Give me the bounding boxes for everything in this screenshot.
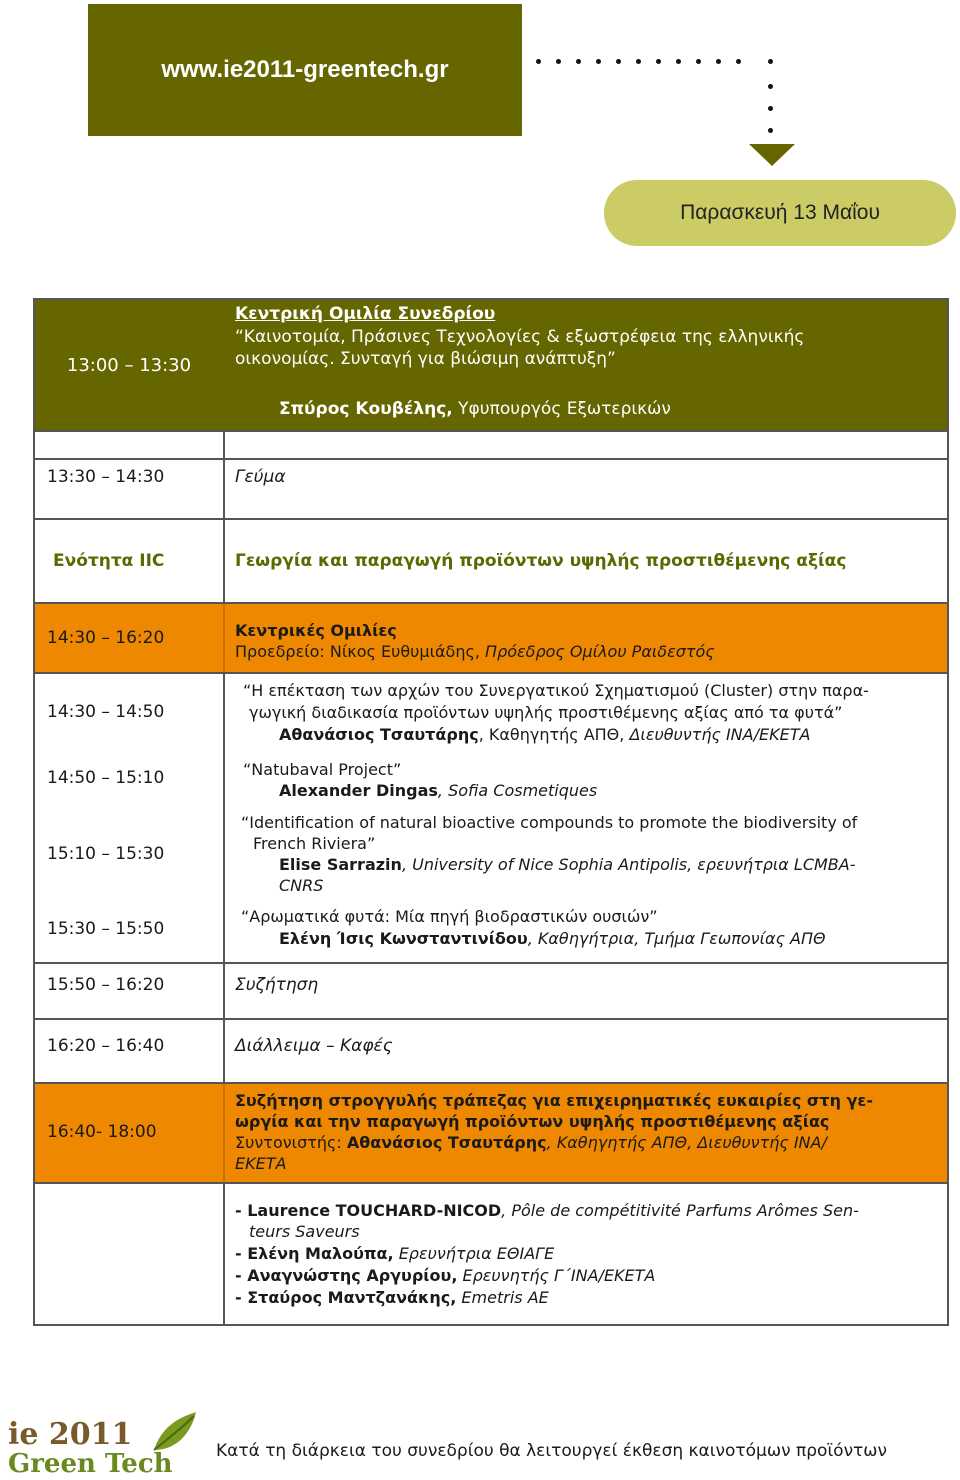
talk-speaker: Ελένη Ίσις Κωνσταντινίδου, Καθηγήτρια, Τμήμα Γεωπονίας ΑΠΘ bbox=[279, 929, 826, 948]
ie2011-greentech-logo bbox=[4, 1410, 200, 1476]
day-label: Παρασκευή 13 Μαΐου bbox=[680, 201, 880, 224]
talk-title: “Identification of natural bioactive compounds to promote the biodiversity of bbox=[241, 813, 858, 832]
logo-text-top: ie 2011 bbox=[8, 1417, 133, 1452]
roundtable-moderator: Συντονιστής: Αθανάσιος Τσαυτάρης, Καθηγητής ΑΠΘ, Διευθυντής ΙΝΑ/ bbox=[235, 1133, 827, 1152]
panelist: - Σταύρος Μαντζανάκης, Emetris AE bbox=[235, 1288, 549, 1307]
website-banner bbox=[88, 4, 522, 136]
keynote-subtitle-1: “Καινοτομία, Πράσινες Τεχνολογίες & εξωστρέφεια της ελληνικής bbox=[235, 327, 805, 347]
section-title: Γεωργία και παραγωγή προϊόντων υψηλής προστιθέμενης αξίας bbox=[235, 551, 847, 571]
discussion-label: Συζήτηση bbox=[235, 975, 319, 995]
plenary-time: 14:30 – 16:20 bbox=[47, 628, 165, 648]
keynote-speaker bbox=[279, 399, 671, 420]
footer-note: Κατά τη διάρκεια του συνεδρίου θα λειτουργεί έκθεση καινοτόμων προϊόντων bbox=[216, 1441, 888, 1461]
lunch-label: Γεύμα bbox=[235, 467, 286, 487]
chair-role: Πρόεδρος Ομίλου Ραιδεστός bbox=[485, 642, 715, 661]
panelists-row bbox=[33, 1184, 949, 1326]
talk-time: 15:10 – 15:30 bbox=[47, 844, 165, 864]
coffee-label: Διάλλειμα – Καφές bbox=[235, 1036, 393, 1056]
talk-title: “Natubaval Project” bbox=[243, 760, 402, 779]
talk-title-cont: French Riviera” bbox=[253, 834, 376, 853]
keynote-subtitle-2: οικονομίας. Συνταγή για βιώσιμη ανάπτυξη” bbox=[235, 349, 616, 369]
keynote-speaker-role: Υφυπουργός Εξωτερικών bbox=[458, 399, 671, 419]
website-url[interactable]: www.ie2011-greentech.gr bbox=[161, 56, 449, 83]
roundtable-title-cont: ωργία και την παραγωγή προϊόντων υψηλής προστιθέμενης αξίας bbox=[235, 1112, 830, 1131]
down-arrow-icon bbox=[749, 144, 795, 166]
roundtable-time: 16:40- 18:00 bbox=[47, 1122, 157, 1142]
lunch-time: 13:30 – 14:30 bbox=[47, 467, 165, 487]
roundtable-title: Συζήτηση στρογγυλής τράπεζας για επιχειρηματικές ευκαιρίες στη γε- bbox=[235, 1091, 873, 1110]
talk-time: 14:30 – 14:50 bbox=[47, 702, 165, 722]
talk-time: 14:50 – 15:10 bbox=[47, 768, 165, 788]
coffee-time: 16:20 – 16:40 bbox=[47, 1036, 165, 1056]
panelist: - Αναγνώστης Αργυρίου, Ερευνητής Γ΄ΙΝΑ/ΕΚΕΤΑ bbox=[235, 1266, 656, 1285]
keynote-title: Κεντρική Ομιλία Συνεδρίου bbox=[235, 304, 496, 324]
coffee-row bbox=[33, 1020, 949, 1084]
talks-block bbox=[33, 674, 949, 964]
plenary-title: Κεντρικές Ομιλίες bbox=[235, 621, 397, 640]
plenary-chair bbox=[235, 641, 715, 662]
keynote-speaker-name: Σπύρος Κουβέλης, bbox=[279, 399, 453, 419]
plenary-row bbox=[33, 604, 949, 674]
talk-affiliation-cont: CNRS bbox=[279, 876, 324, 895]
talk-speaker: Alexander Dingas, Sofia Cosmetiques bbox=[279, 781, 598, 800]
logo-text-bottom: Green Tech bbox=[8, 1449, 173, 1476]
discussion-row bbox=[33, 964, 949, 1020]
roundtable-row bbox=[33, 1084, 949, 1184]
day-badge bbox=[604, 180, 956, 246]
chair-name: Νίκος Ευθυμιάδης, bbox=[329, 642, 480, 661]
keynote-time: 13:00 – 13:30 bbox=[35, 300, 223, 430]
panelist: - Laurence TOUCHARD-NICOD, Pôle de compétitivité Parfums Arômes Sen- bbox=[235, 1201, 859, 1220]
chair-label: Προεδρείο: bbox=[235, 642, 325, 661]
talk-time: 15:30 – 15:50 bbox=[47, 919, 165, 939]
panelist: - Ελένη Μαλούπα, Ερευνήτρια ΕΘΙΑΓΕ bbox=[235, 1244, 555, 1263]
discussion-time: 15:50 – 16:20 bbox=[47, 975, 165, 995]
section-label: Ενότητα ΙΙC bbox=[53, 551, 165, 571]
keynote-row bbox=[33, 298, 949, 432]
section-row bbox=[33, 520, 949, 604]
talk-title: “Αρωματικά φυτά: Μία πηγή βιοδραστικών ουσιών” bbox=[241, 907, 658, 926]
talk-speaker: Αθανάσιος Τσαυτάρης, Καθηγητής ΑΠΘ, Διευθυντής ΙΝΑ/ΕΚΕΤΑ bbox=[279, 725, 811, 744]
talk-title-cont: γωγική διαδικασία προϊόντων υψηλής προστιθέμενης αξίας από τα φυτά” bbox=[249, 703, 843, 722]
lunch-row bbox=[33, 432, 949, 520]
roundtable-moderator-cont: ΕΚΕΤΑ bbox=[235, 1154, 287, 1173]
talk-speaker: Elise Sarrazin, University of Nice Sophia Antipolis, ερευνήτρια LCMBA- bbox=[279, 855, 856, 874]
panelist-cont: teurs Saveurs bbox=[249, 1222, 360, 1241]
talk-title: “Η επέκταση των αρχών του Συνεργατικού Σχηματισμού (Cluster) στην παρα- bbox=[243, 681, 869, 700]
